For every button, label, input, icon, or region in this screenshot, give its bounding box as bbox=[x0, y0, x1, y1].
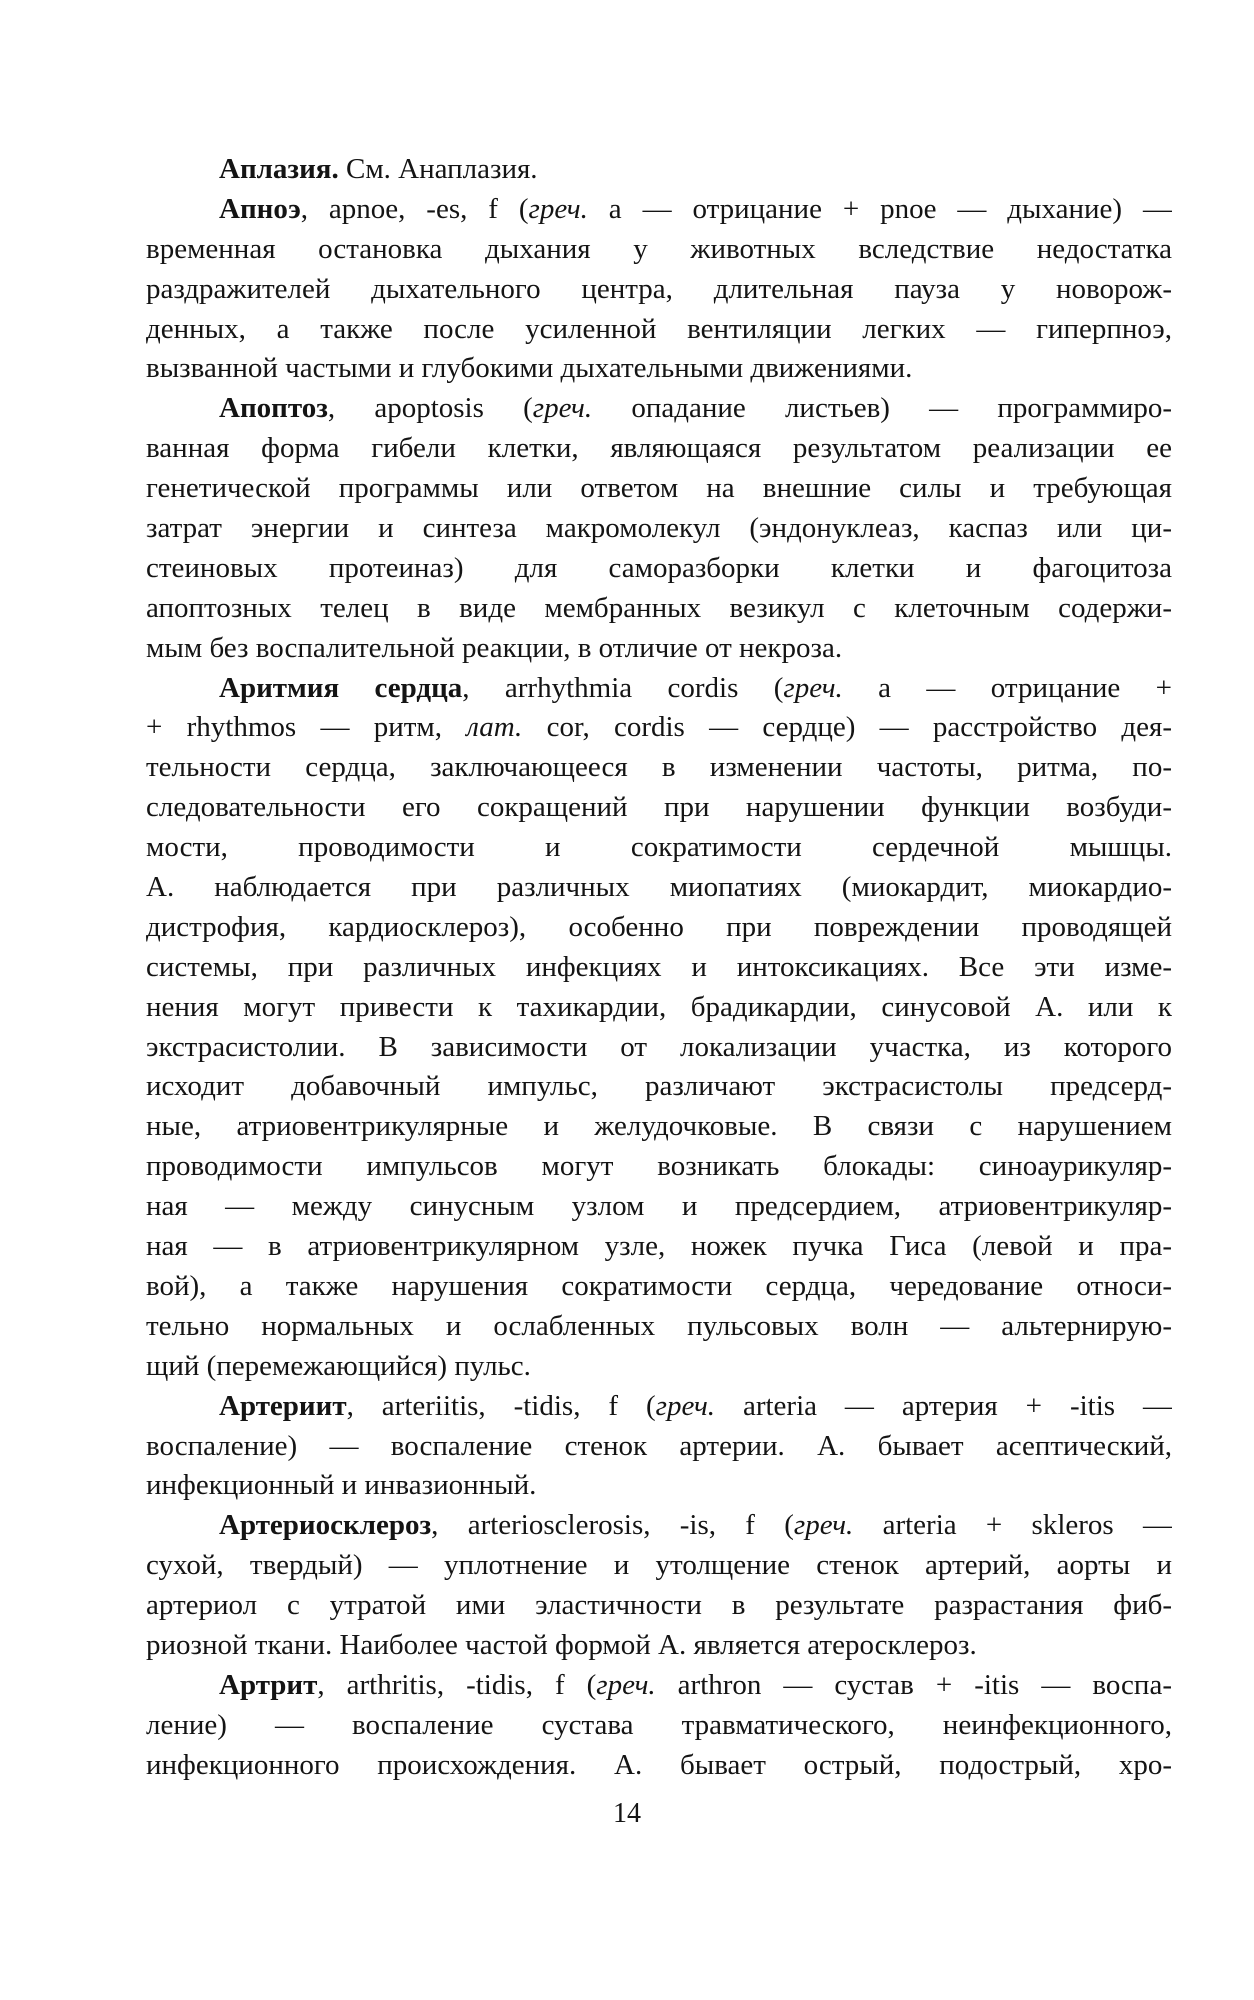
entry-text: денных, а также после усиленной вентиляции легких — гиперпноэ, bbox=[146, 312, 1172, 345]
entry-text: См. Анаплазия. bbox=[338, 153, 538, 185]
text-line bbox=[146, 1347, 1172, 1387]
text-line bbox=[146, 1626, 1172, 1666]
entry-text: инфекционного происхождения. А. бывает острый, подострый, хро- bbox=[146, 1748, 1172, 1781]
entry-term: Аритмия сердца bbox=[219, 671, 463, 704]
text-line bbox=[146, 1506, 1172, 1546]
text-line bbox=[146, 1227, 1172, 1267]
entry-text: ная — между синусным узлом и предсердием, атриовентрикуляр- bbox=[146, 1190, 1172, 1223]
entry-text: ление) — воспаление сустава травматического, неинфекционного, bbox=[146, 1708, 1172, 1741]
text-line bbox=[146, 948, 1172, 988]
entry-text: экстрасистолии. В зависимости от локализации участка, из которого bbox=[146, 1030, 1172, 1063]
entry-text: a — отрицание + pnoe — дыхание) — bbox=[587, 192, 1172, 225]
text-line bbox=[146, 1028, 1172, 1068]
text-line bbox=[146, 549, 1172, 589]
entry-text: дистрофия, кардиосклероз), особенно при повреждении проводящей bbox=[146, 910, 1172, 943]
entry-text: + rhythmos — ритм, bbox=[146, 711, 467, 744]
text-line bbox=[146, 629, 1172, 669]
entry-text: , apoptosis ( bbox=[327, 392, 533, 425]
text-line bbox=[146, 1187, 1172, 1227]
entry-text: А. наблюдается при различных миопатиях (миокардит, миокардио- bbox=[146, 871, 1172, 904]
entry-text: раздражителей дыхательного центра, длительная пауза у новорож- bbox=[146, 272, 1172, 305]
text-line bbox=[146, 1387, 1172, 1427]
entry-text: cor, cordis — сердце) — расстройство дея- bbox=[522, 711, 1172, 744]
text-line bbox=[146, 1067, 1172, 1107]
text-line bbox=[146, 230, 1172, 270]
language-abbreviation: лат. bbox=[466, 711, 523, 744]
entry-text: ная — в атриовентрикулярном узле, ножек пучка Гиса (левой и пра- bbox=[146, 1230, 1172, 1263]
entry-text: артериол с утратой ими эластичности в результате разрастания фиб- bbox=[146, 1589, 1172, 1622]
text-line bbox=[146, 828, 1172, 868]
text-line bbox=[146, 349, 1172, 389]
page-number: 14 bbox=[613, 1798, 641, 1829]
entry-term: Апноэ bbox=[219, 192, 301, 225]
language-abbreviation: греч. bbox=[596, 1668, 656, 1701]
entry-text: генетической программы или ответом на внешние силы и требующая bbox=[146, 472, 1172, 505]
entry-text: инфекционный и инвазионный. bbox=[146, 1469, 537, 1502]
entry-text: arteria — артерия + -itis — bbox=[715, 1389, 1172, 1422]
dictionary-text-block bbox=[146, 150, 1172, 1786]
text-line bbox=[146, 310, 1172, 350]
entry-text: тельности сердца, заключающееся в изменении частоты, ритма, по- bbox=[146, 751, 1172, 784]
entry-text: затрат энергии и синтеза макромолекул (эндонуклеаз, каспаз или ци- bbox=[146, 512, 1172, 545]
entry-term: Артериосклероз bbox=[219, 1509, 432, 1542]
entry-text: сухой, твердый) — уплотнение и утолщение стенок артерий, аорты и bbox=[146, 1549, 1172, 1582]
entry-text: временная остановка дыхания у животных вследствие недостатка bbox=[146, 232, 1172, 265]
text-line bbox=[146, 1147, 1172, 1187]
entry-text: мости, проводимости и сократимости сердечной мышцы. bbox=[146, 831, 1172, 864]
language-abbreviation: греч. bbox=[655, 1389, 716, 1422]
entry-text: нения могут привести к тахикардии, брадикардии, синусовой А. или к bbox=[146, 990, 1172, 1023]
text-line bbox=[146, 708, 1172, 748]
entry-text: тельно нормальных и ослабленных пульсовых волн — альтернирую- bbox=[146, 1309, 1172, 1342]
text-line bbox=[146, 270, 1172, 310]
entry-text: , arteriitis, -tidis, f ( bbox=[346, 1389, 656, 1422]
text-line bbox=[146, 868, 1172, 908]
text-line bbox=[146, 509, 1172, 549]
language-abbreviation: греч. bbox=[793, 1509, 854, 1542]
entry-text: , arthritis, -tidis, f ( bbox=[317, 1668, 597, 1701]
entry-text: , arteriosclerosis, -is, f ( bbox=[431, 1509, 794, 1542]
entry-term: Артрит bbox=[219, 1668, 318, 1701]
text-line bbox=[146, 748, 1172, 788]
entry-text: a — отрицание + bbox=[842, 671, 1172, 704]
text-line bbox=[146, 1307, 1172, 1347]
entry-term: Артериит bbox=[219, 1389, 347, 1422]
entry-text: вой), а также нарушения сократимости сердца, чередование относи- bbox=[146, 1269, 1172, 1302]
entry-text: опадание листьев) — программиро- bbox=[592, 392, 1172, 425]
entry-text: риозной ткани. Наиболее частой формой А. является атеросклероз. bbox=[146, 1628, 977, 1661]
text-line bbox=[146, 788, 1172, 828]
text-line bbox=[146, 190, 1172, 230]
language-abbreviation: греч. bbox=[528, 192, 588, 225]
entry-text: arthron — сустав + -itis — воспа- bbox=[655, 1668, 1172, 1701]
text-line bbox=[146, 1706, 1172, 1746]
text-line bbox=[146, 908, 1172, 948]
text-line bbox=[146, 1746, 1172, 1786]
text-line bbox=[146, 429, 1172, 469]
entry-text: , arrhythmia cordis ( bbox=[462, 671, 784, 704]
language-abbreviation: греч. bbox=[532, 392, 593, 425]
entry-text: мым без воспалительной реакции, в отличие от некроза. bbox=[146, 631, 843, 664]
text-line bbox=[146, 1666, 1172, 1706]
entry-text: исходит добавочный импульс, различают экстрасистолы предсерд- bbox=[146, 1070, 1172, 1103]
entry-term: Апоптоз bbox=[219, 392, 328, 425]
entry-text: arteria + skleros — bbox=[853, 1509, 1172, 1542]
entry-term: Аплазия. bbox=[219, 153, 339, 185]
entry-text: щий (перемежающийся) пульс. bbox=[146, 1349, 531, 1382]
text-line bbox=[146, 1466, 1172, 1506]
text-line bbox=[146, 669, 1172, 709]
text-line bbox=[146, 1546, 1172, 1586]
text-line bbox=[146, 589, 1172, 629]
entry-text: следовательности его сокращений при нарушении функции возбуди- bbox=[146, 791, 1172, 824]
entry-text: проводимости импульсов могут возникать блокады: синоаурикуляр- bbox=[146, 1150, 1172, 1183]
text-line bbox=[146, 150, 1172, 190]
entry-text: воспаление) — воспаление стенок артерии. А. бывает асептический, bbox=[146, 1429, 1172, 1462]
entry-text: стеиновых протеиназ) для саморазборки клетки и фагоцитоза bbox=[146, 551, 1172, 584]
text-line bbox=[146, 1267, 1172, 1307]
entry-text: ванная форма гибели клетки, являющаяся результатом реализации ее bbox=[146, 432, 1172, 465]
text-line bbox=[146, 1427, 1172, 1467]
entry-text: системы, при различных инфекциях и интоксикациях. Все эти изме- bbox=[146, 950, 1172, 983]
entry-text: ные, атриовентрикулярные и желудочковые. В связи с нарушением bbox=[146, 1110, 1172, 1143]
text-line bbox=[146, 1107, 1172, 1147]
entry-text: , apnoe, -es, f ( bbox=[300, 192, 529, 225]
text-line bbox=[146, 469, 1172, 509]
entry-text: вызванной частыми и глубокими дыхательными движениями. bbox=[146, 352, 913, 385]
language-abbreviation: греч. bbox=[783, 671, 843, 704]
entry-text: апоптозных телец в виде мембранных везикул с клеточным содержи- bbox=[146, 591, 1172, 624]
text-line bbox=[146, 988, 1172, 1028]
text-line bbox=[146, 389, 1172, 429]
text-line bbox=[146, 1586, 1172, 1626]
